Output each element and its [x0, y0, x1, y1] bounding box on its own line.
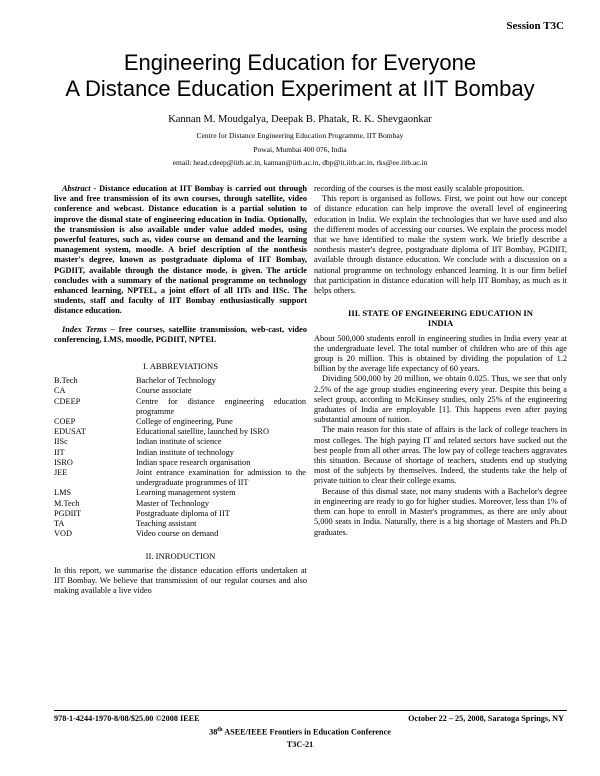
- abbreviation-value: Postgraduate diploma of IIT: [136, 508, 230, 518]
- abbreviations-table: [54, 376, 306, 539]
- abbreviation-row: [54, 397, 306, 417]
- abbreviation-row: [54, 509, 306, 519]
- abbreviation-row: [54, 437, 306, 447]
- abstract-text: - Distance education at IIT Bombay is carried out through live and free transmission of its own courses, through satellite, video conference and webcast. Distance education is a partial solution to improve the dismal state of engineering education in India. Optionally, the transmission is also available under value added modes, using powerful features, such as, video course on demand and the learning management system, moodle. A brief description of the nonthesis master's degree, known as postgraduate diploma of IIT Bombay, PGDIIT, available through the distance mode, is given. The article concludes with a summary of the national programme on technology enhanced learning, NPTEL, a joint effort of all IITs and IISc. The students, staff and faculty of IIT Bombay enthusiastically support distance education.: [54, 184, 307, 316]
- footer-rule: [54, 710, 567, 711]
- abbreviation-key: COEP: [54, 417, 76, 427]
- paper-title-line-1: Engineering Education for Everyone: [123, 50, 477, 75]
- footer-conf-number: 38: [209, 727, 218, 737]
- abbreviation-key: B.Tech: [54, 376, 78, 386]
- abbreviation-value: Centre for distance engineering education programme: [136, 396, 306, 416]
- address: Powai, Mumbai 400 076, India: [253, 145, 347, 154]
- abbreviation-row: [54, 427, 306, 437]
- abbreviations-heading: I. ABBREVIATIONS: [143, 361, 218, 372]
- abbreviation-value: Indian institute of technology: [136, 447, 234, 457]
- abbreviation-row: [54, 499, 306, 509]
- abbreviation-key: TA: [54, 519, 65, 529]
- footer-conf-sup: th: [217, 727, 223, 733]
- abbreviation-value: Learning management system: [136, 488, 236, 498]
- abbreviation-row: [54, 417, 306, 427]
- abbreviation-key: JEE: [54, 468, 68, 478]
- footer-conf-name: ASEE/IEEE Frontiers in Education Conference: [222, 727, 391, 737]
- abbreviation-value: College of engineering, Pune: [136, 417, 233, 427]
- abbreviation-key: ISRO: [54, 457, 73, 467]
- abbreviation-row: [54, 448, 306, 458]
- abbreviation-value: Teaching assistant: [136, 519, 197, 529]
- abbreviation-key: VOD: [54, 529, 72, 539]
- abbreviation-row: [54, 376, 306, 386]
- abbreviation-key: CA: [54, 386, 66, 396]
- abbreviation-row: [54, 458, 306, 468]
- authors: Kannan M. Moudgalya, Deepak B. Phatak, R. K. Shevgaonkar: [168, 114, 432, 125]
- abbreviation-value: Bachelor of Technology: [136, 376, 216, 386]
- state-paragraph-3: The main reason for this state of affairs is the lack of college teachers in most colleges. The high paying IT and related sectors have sucked out the best people from all other areas. The low pay of college teachers aggravates this situation. Because of shortage of teachers, students end up studying most of the subjects by themselves. Indeed, the students take the help of private tuition to clear their college exams.: [314, 425, 567, 486]
- abbreviation-value: Video course on demand: [136, 529, 219, 539]
- abbreviation-key: IISc: [54, 437, 68, 447]
- abbreviation-row: [54, 519, 306, 529]
- right-column: [314, 184, 567, 538]
- footer-isbn: 978-1-4244-1970-8/08/$25.00 ©2008 IEEE: [54, 714, 200, 723]
- abbreviation-value: Joint entrance examination for admission to the undergraduate programmes of IIT: [136, 468, 306, 488]
- introduction-text: In this report, we summarise the distance education efforts undertaken at IIT Bombay. We believe that transmission of our regular courses and also making available a live video: [54, 565, 307, 596]
- abbreviation-value: Indian space research organisation: [136, 457, 251, 467]
- abbreviation-row: [54, 468, 306, 488]
- footer-dates: October 22 – 25, 2008, Saratoga Springs, NY: [408, 714, 564, 723]
- affiliation: Centre for Distance Engineering Education Programme, IIT Bombay: [196, 131, 404, 140]
- paper-title-line-2: A Distance Education Experiment at IIT Bombay: [65, 76, 535, 101]
- abbreviation-value: Educational satellite, launched by ISRO: [136, 427, 269, 437]
- index-terms-text: – free courses, satellite transmission, web-cast, video conferencing, LMS, moodle, PGDIIT, NPTEL: [54, 324, 307, 344]
- abbreviation-value: Course associate: [136, 386, 192, 396]
- introduction-heading: II. INRODUCTION: [145, 550, 216, 561]
- state-paragraph-4: Because of this dismal state, not many students with a Bachelor's degree in engineering are ready to go for higher studies. Moreover, less than 1% of them can hope to enroll in Master's programmes, as there are only about 5,000 seats in India. Naturally, there is a big shortage of Masters and Ph.D graduates.: [314, 486, 567, 537]
- abstract: [54, 184, 307, 317]
- abbreviation-key: IIT: [54, 447, 65, 457]
- footer-page-number: T3C-21: [286, 740, 314, 749]
- left-column: [54, 184, 307, 596]
- state-paragraph-1: About 500,000 students enroll in engineering studies in India every year at the undergraduate level. The total number of children who are of this age group is 20 million. This is obtained by dividing the population of 1.2 billion by the average life expectancy of 60 years.: [314, 333, 567, 374]
- abbreviation-key: EDUSAT: [54, 427, 86, 437]
- footer-conference: [0, 727, 600, 737]
- abbreviation-row: [54, 488, 306, 498]
- abbreviation-key: CDEEP: [54, 396, 81, 406]
- right-paragraph-2: This report is organised as follows. First, we point out how our concept of distance education can help improve the overall level of engineering education in India. We explain the technologies that we have used and also the different modes of accessing our courses. We explain the process model that we have identified to make the system work. We briefly describe a nonthesis master's degree, postgraduate diploma of IIT Bombay, PGDIIT, available through distance education. We conclude with a discussion on a national programme on technology enhanced learning. It is our firm belief that participation in distance education will help IIT Bombay, as much as it helps others.: [314, 194, 567, 296]
- state-heading-line-2: INDIA: [427, 318, 454, 329]
- abbreviation-value: Indian institute of science: [136, 437, 222, 447]
- session-label: Session T3C: [506, 20, 564, 32]
- emails: email: head.cdeep@iitb.ac.in, kannan@iitb.ac.in, dbp@it.iitb.ac.in, rks@ee.iitb.ac.in: [172, 158, 428, 167]
- abbreviation-value: Master of Technology: [136, 498, 209, 508]
- abbreviation-key: PGDIIT: [54, 508, 82, 518]
- abbreviation-row: [54, 529, 306, 539]
- abbreviation-row: [54, 386, 306, 396]
- state-paragraph-2: Dividing 500,000 by 20 million, we obtain 0.025. Thus, we see that only 2.5% of the age group studies engineering every year. Despite this being a select group, according to McKinsey studies, only 25% of the engineering graduates of India are employable [1]. This happens even after paying substantial amount of tuition.: [314, 374, 567, 425]
- abbreviation-key: M.Tech: [54, 498, 80, 508]
- abbreviation-key: LMS: [54, 488, 72, 498]
- index-terms: [54, 325, 307, 345]
- index-terms-label: Index Terms: [62, 324, 107, 334]
- right-paragraph-1: recording of the courses is the most easily scalable proposition.: [314, 184, 525, 193]
- state-heading-line-1: III. STATE OF ENGINEERING EDUCATION IN: [348, 308, 533, 319]
- abstract-label: Abstract: [62, 184, 91, 193]
